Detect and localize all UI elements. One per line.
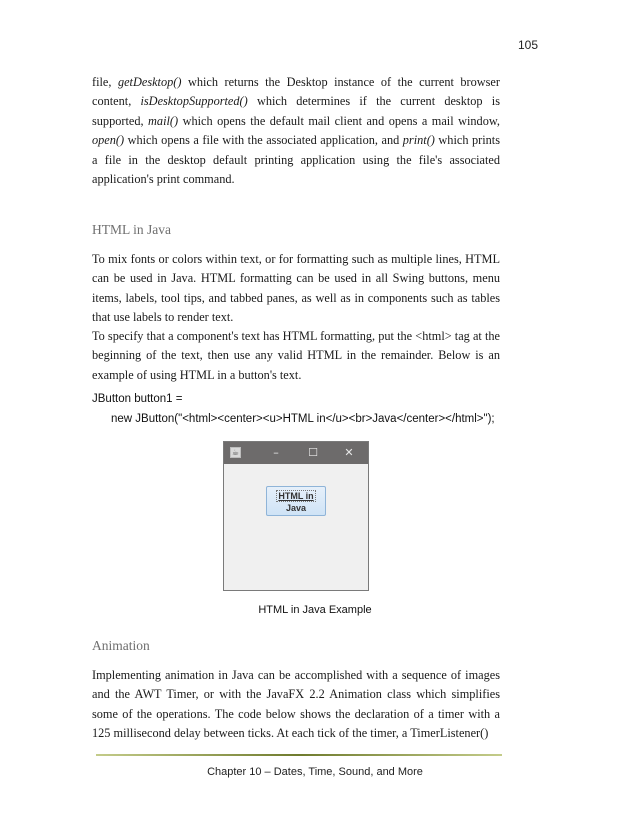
para1-text-2: which returns the Desktop instance of the current browser content, [92, 75, 500, 109]
window-titlebar [224, 442, 368, 464]
method-isdesktopsupported: isDesktopSupported() [140, 94, 248, 109]
close-icon[interactable]: ✕ [344, 446, 354, 459]
footer-divider [96, 754, 502, 756]
minimize-icon[interactable]: – [273, 446, 279, 459]
code-line-1: JButton button1 = [92, 393, 183, 405]
maximize-icon[interactable]: ☐ [308, 446, 318, 459]
intro-paragraph [92, 73, 500, 189]
code-line-2: new JButton("<html><center><u>HTML in</u><br>Java</center></html>"); [111, 413, 495, 425]
para1-text-5: which opens a file with the associated application, and [124, 133, 403, 148]
footer-chapter-title: Chapter 10 – Dates, Time, Sound, and More [207, 766, 423, 778]
para1-text-3: which determines if the current desktop is supported, [92, 94, 500, 128]
method-getdesktop: getDesktop() [117, 75, 182, 89]
example-window [223, 441, 369, 591]
para1-text-6: which prints a file in the desktop default printing application using the file's associated application's print command. [92, 133, 500, 187]
button-label-line1: HTML in [278, 491, 314, 501]
heading-animation: Animation [92, 638, 150, 653]
html-in-java-button[interactable] [266, 486, 326, 516]
para1-text-1: file, [92, 75, 118, 89]
method-mail: mail() [148, 113, 179, 128]
animation-paragraph: Implementing animation in Java can be accomplished with a sequence of images and the AWT Timer, or with the JavaFX 2.2 Animation class which simplifies some of the operations. The code below shows the declaration of a timer with a 125 millisecond delay between ticks. At each tick of the timer, a TimerListener() [92, 668, 500, 741]
method-open: open() [92, 133, 125, 148]
html-paragraph-2: To specify that a component's text has HTML formatting, put the <html> tag at the beginning of the text, then use any valid HTML in the remainder. Below is an example of using HTML in a button's text. [92, 329, 500, 382]
method-print: print() [402, 133, 435, 148]
para1-text-4: which opens the default mail client and opens a mail window, [178, 113, 500, 128]
figure-caption: HTML in Java Example [258, 604, 372, 616]
heading-html-in-java: HTML in Java [92, 222, 171, 237]
html-paragraph-1: To mix fonts or colors within text, or for formatting such as multiple lines, HTML can be used in Java. HTML formatting can be used in all Swing buttons, menu items, labels, tool tips, and tabbed panes, as well as in components such as tables that use labels to render text. [92, 252, 500, 325]
page-number: 105 [517, 38, 538, 52]
button-label-line2: Java [285, 503, 307, 513]
java-app-icon: ☕ [231, 448, 240, 457]
